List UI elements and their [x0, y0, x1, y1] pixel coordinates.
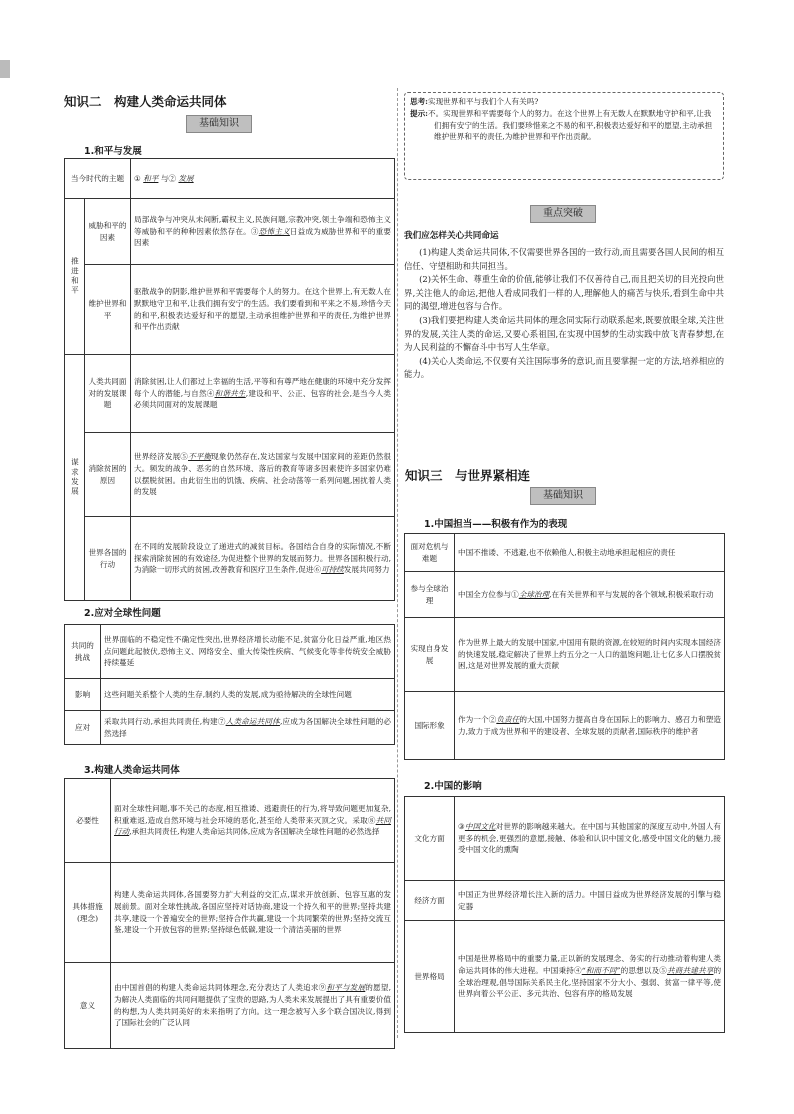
china-influence-table — [404, 796, 725, 1033]
table-row — [65, 779, 395, 863]
section2-badge: 基础知识 — [186, 115, 252, 133]
row-value: 中国正为世界经济增长注入新的活力。中国日益成为世界经济发展的引擎与稳定器 — [455, 881, 725, 921]
section2-title: 知识二 构建人类命运共同体 — [64, 94, 227, 109]
row-value: 中国是世界格局中的重要力量,正以新的发展理念、务实的行动推动着构建人类命运共同体的伟大进程。中国秉持④“和而不同”的思想以及⑤共商共建共享的全球治理观,倡导国际关系民主化,坚持国家不分大小、强弱、贫富一律平等,使世界向着公平公正、多元共治、包容有序的格局发展 — [455, 921, 725, 1033]
row-value: 世界面临的不稳定性不确定性突出,世界经济增长动能不足,贫富分化日益严重,地区热点问题此起彼伏,恐怖主义、网络安全、重大传染性疾病、气候变化等非传统安全威胁持续蔓延 — [101, 625, 395, 679]
table-row — [405, 572, 725, 618]
t2-heading: 2.应对全球性问题 — [84, 608, 161, 619]
global-issues-table — [64, 624, 395, 745]
t1-heading: 1.和平与发展 — [84, 146, 142, 157]
table-row — [65, 863, 395, 963]
row-key: 消除贫困的原因 — [85, 433, 131, 517]
group-label: 谋求发展 — [65, 355, 85, 601]
page-edge-mark — [0, 60, 10, 78]
row-key: 维护世界和平 — [85, 265, 131, 355]
row-key: 必要性 — [65, 779, 111, 863]
row-value: 作为世界上最大的发展中国家,中国用有限的资源,在较短的时间内实现本国经济的快速发展,稳定解决了世界上约五分之一人口的温饱问题,让七亿多人口摆脱贫困,这是对世界发展的重大贡献 — [455, 618, 725, 692]
question-text: 实现世界和平与我们个人有关吗? — [428, 97, 539, 106]
row-value: 中国不推诿、不逃避,也不依赖他人,积极主动地承担起相应的责任 — [455, 534, 725, 572]
row-value: 驱散战争的阴影,维护世界和平需要每个人的努力。在这个世界上,有无数人在默默地守卫和平,让我们拥有安宁的生活。我们要看到和平来之不易,珍惜今天的和平,积极表达爱好和平的愿望,主动承担维护世界和平的责任,为维护世界和平作出贡献 — [131, 265, 395, 355]
row-key: 共同的挑战 — [65, 625, 101, 679]
table-row — [65, 433, 395, 517]
row-value: 作为一个②负责任的大国,中国努力提高自身在国际上的影响力、感召力和塑造力,致力于成为世界和平的建设者、全球发展的贡献者,国际秩序的维护者 — [455, 692, 725, 760]
table-row — [65, 517, 395, 601]
row-key: 应对 — [65, 711, 101, 745]
row-key: 世界格局 — [405, 921, 455, 1033]
table-row — [65, 625, 395, 679]
row-key: 实现自身发展 — [405, 618, 455, 692]
row-value: 中国全方位参与①全球治理,在有关世界和平与发展的各个领域,积极采取行动 — [455, 572, 725, 618]
focus-badge: 重点突破 — [530, 205, 596, 223]
row-key: 世界各国的行动 — [85, 517, 131, 601]
row-value: 采取共同行动,承担共同责任,构建⑦人类命运共同体,应成为各国解决全球性问题的必然选择 — [101, 711, 395, 745]
focus-title: 我们应怎样关心共同命运 — [404, 231, 499, 241]
column-divider — [397, 88, 398, 1038]
section3-badge: 基础知识 — [530, 487, 596, 505]
group-label: 推进和平 — [65, 199, 85, 355]
table-row — [405, 881, 725, 921]
table-row — [65, 199, 395, 265]
s3-t1-heading: 1.中国担当——积极有作为的表现 — [424, 519, 568, 530]
row-key: 面对危机与难题 — [405, 534, 455, 572]
row-value: 世界经济发展⑤不平衡现象仍然存在,发达国家与发展中国家间的差距仍然很大。频发的战争、恶劣的自然环境、落后的教育等诸多因素使许多国家仍难以摆脱贫困。由此衍生出的饥饿、疾病、社会动荡等一系列问题,困扰着人类的发展 — [131, 433, 395, 517]
focus-paragraph: (1)构建人类命运共同体,不仅需要世界各国的一致行动,而且需要各国人民间的相互信任、守望相助和共同担当。 — [404, 246, 724, 271]
row-key: 国际形象 — [405, 692, 455, 760]
peace-development-table — [64, 158, 395, 601]
row-value: 构建人类命运共同体,各国要努力扩大利益的交汇点,谋求开放创新、包容互惠的发展前景。面对全球性挑战,各国应坚持对话协商,建设一个持久和平的世界;坚持共建共享,建设一个普遍安全的世界;坚持合作共赢,建设一个共同繁荣的世界;坚持交流互鉴,建设一个开放包容的世界;坚持绿色低碳,建设一个清洁美丽的世界 — [111, 863, 395, 963]
community-table — [64, 778, 395, 1049]
row-value: 局部战争与冲突从未间断,霸权主义,民族问题,宗教冲突,领土争端和恐怖主义等威胁和平的种种因素依然存在。③恐怖主义日益成为威胁世界和平的重要因素 — [131, 199, 395, 265]
table-row — [65, 265, 395, 355]
table-row — [65, 159, 395, 199]
table-row — [405, 921, 725, 1033]
focus-paragraph: (4)关心人类命运,不仅要有关注国际事务的意识,而且要掌握一定的方法,培养相应的能力。 — [404, 355, 724, 380]
row-value: 这些问题关系整个人类的生存,制约人类的发展,成为亟待解决的全球性问题 — [101, 679, 395, 711]
focus-paragraph: (2)关怀生命、尊重生命的价值,能够让我们不仅善待自己,而且把关切的目光投向世界,关注他人的命运,把他人看成同我们一样的人,理解他人的痛苦与快乐,看到生命中共同的渴望,增进包容与合作。 — [404, 274, 724, 312]
table-row — [65, 355, 395, 433]
hint-label: 提示: — [410, 108, 428, 118]
row-key: 具体措施(理念) — [65, 863, 111, 963]
focus-paragraph: (3)我们要把构建人类命运共同体的理念同实际行动联系起来,既要放眼全球,关注世界的发展,关注人类的命运,又要心系祖国,在实现中国梦的生动实践中放飞青春梦想,在为人民利益的不懈奋斗中书写人生华章。 — [404, 314, 724, 353]
row-key: 当今时代的主题 — [65, 159, 131, 199]
hint-text: 不。实现世界和平需要每个人的努力。在这个世界上有无数人在默默地守护和平,让我们拥有安宁的生活。我们要珍惜来之不易的和平,积极表达爱好和平的愿望,主动承担维护世界和平的责任,为维护世界和平作出贡献。 — [428, 108, 713, 142]
row-key: 意义 — [65, 963, 111, 1049]
row-value: ① 和平 与② 发展 — [131, 159, 395, 199]
s3-t2-heading: 2.中国的影响 — [424, 781, 482, 792]
row-value: 消除贫困,让人们都过上幸福的生活,平等和有尊严地在健康的环境中充分发挥每个人的潜能,与自然④和谐共生,建设和平、公正、包容的社会,是当今人类必须共同面对的发展课题 — [131, 355, 395, 433]
row-key: 人类共同面对的发展课题 — [85, 355, 131, 433]
row-value: 由中国首倡的构建人类命运共同体理念,充分表达了人类追求⑨和平与发展的愿望,为解决人类面临的共同问题提供了宝贵的思路,为人类未来发展提出了具有重要价值的构想,为人类共同美好的未来指明了方向。这一理念被写入多个联合国决议,得到了国际社会的广泛认同 — [111, 963, 395, 1049]
focus-section — [404, 230, 724, 382]
row-key: 经济方面 — [405, 881, 455, 921]
think-box — [404, 92, 724, 180]
table-row — [405, 692, 725, 760]
table-row — [65, 711, 395, 745]
row-key: 参与全球治理 — [405, 572, 455, 618]
table-row — [65, 679, 395, 711]
table-row — [405, 797, 725, 881]
row-key: 文化方面 — [405, 797, 455, 881]
table-row — [65, 963, 395, 1049]
section3-title: 知识三 与世界紧相连 — [405, 468, 531, 483]
row-value: ③中国文化对世界的影响越来越大。在中国与其他国家的深度互动中,外国人有更多的机会,更强烈的意愿,接触、体验和认识中国文化,感受中国文化的魅力,接受中国文化的熏陶 — [455, 797, 725, 881]
table-row — [405, 534, 725, 572]
row-key: 威胁和平的因素 — [85, 199, 131, 265]
china-role-table — [404, 533, 725, 760]
question-label: 思考: — [410, 97, 428, 106]
row-key: 影响 — [65, 679, 101, 711]
t3-heading: 3.构建人类命运共同体 — [84, 765, 180, 776]
row-value: 在不同的发展阶段设立了递进式的减贫目标。各国结合自身的实际情况,不断探索消除贫困的有效途径,为促进整个世界的发展而努力。世界各国积极行动,为消除一切形式的贫困,改善教育和医疗卫生条件,促进⑥可持续发展共同努力 — [131, 517, 395, 601]
table-row — [405, 618, 725, 692]
row-value: 面对全球性问题,事不关己的态度,相互推诿、逃避责任的行为,将导致问题更加复杂,积重难返,造成自然环境与社会环境的恶化,甚至给人类带来灭顶之灾。采取⑧共同行动,承担共同责任,构建人类命运共同体,应成为各国解决全球性问题的必然选择 — [111, 779, 395, 863]
